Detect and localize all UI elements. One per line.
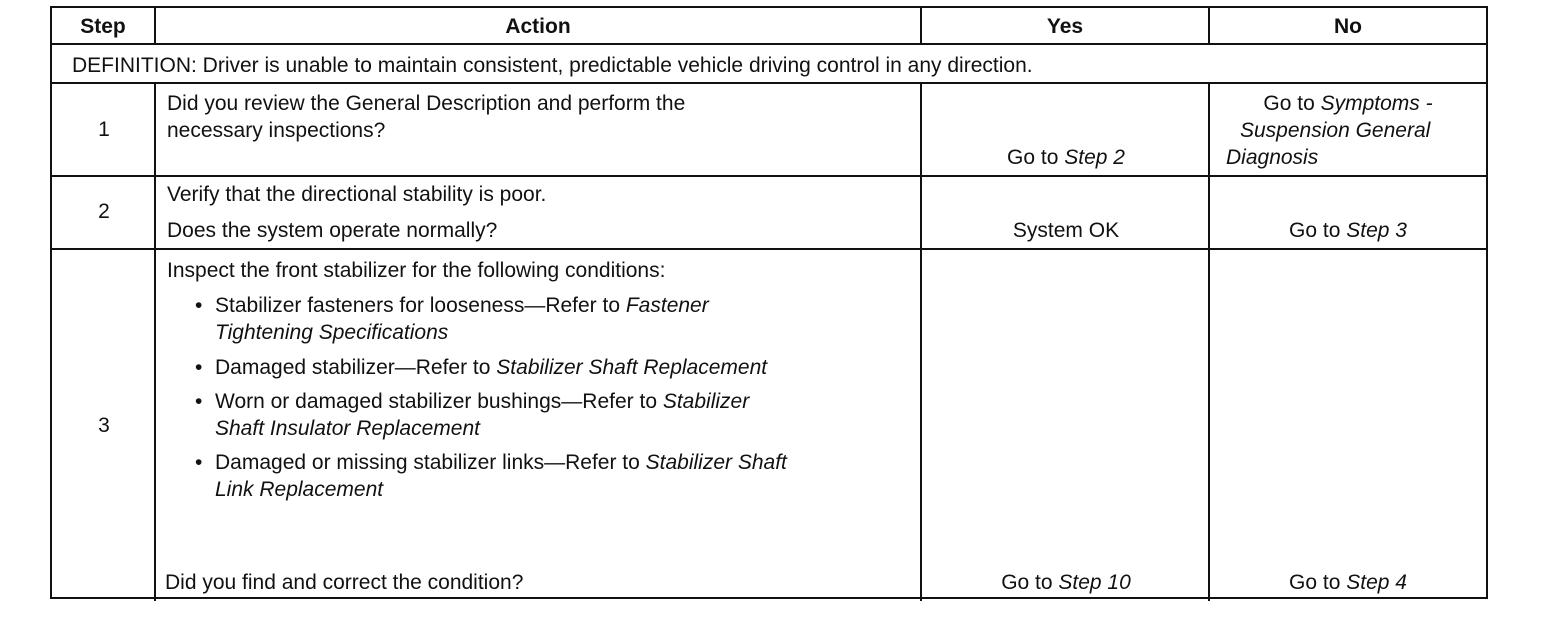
row-divider bbox=[52, 248, 1486, 250]
action-question: Does the system operate normally? bbox=[167, 219, 498, 242]
step-number: 2 bbox=[98, 200, 110, 223]
bullet-label: Stabilizer fasteners for looseness—Refer to bbox=[215, 294, 626, 317]
header-step: Step bbox=[52, 8, 156, 45]
bullet-label: Damaged or missing stabilizer links—Refer to bbox=[215, 451, 646, 474]
bullet-text bbox=[215, 292, 905, 346]
no-step-link[interactable]: Step 3 bbox=[1346, 219, 1407, 242]
yes-cell bbox=[922, 569, 1210, 596]
bullet-ref-link[interactable]: Stabilizer bbox=[662, 390, 750, 413]
bullet-ref-link[interactable]: Shaft Insulator Replacement bbox=[215, 417, 480, 440]
no-ref-link[interactable]: Symptoms - bbox=[1320, 92, 1433, 115]
no-ref-link[interactable]: Suspension General bbox=[1240, 119, 1431, 142]
bullet-ref-link[interactable]: Stabilizer Shaft bbox=[645, 451, 787, 474]
bullet-text bbox=[215, 388, 905, 442]
no-step-link[interactable]: Step 4 bbox=[1346, 571, 1407, 594]
bullet-ref-link[interactable]: Stabilizer Shaft Replacement bbox=[496, 356, 768, 379]
action-text bbox=[167, 90, 907, 144]
action-line: necessary inspections? bbox=[167, 119, 386, 142]
row-divider bbox=[52, 82, 1486, 84]
action-question: Did you find and correct the condition? bbox=[165, 571, 524, 594]
bullet-dot-icon: • bbox=[195, 451, 203, 474]
no-cell bbox=[1210, 569, 1486, 596]
row-divider bbox=[52, 175, 1486, 177]
bullet-ref-link[interactable]: Tightening Specifications bbox=[215, 321, 449, 344]
step-number: 1 bbox=[98, 118, 110, 141]
no-prefix: Go to bbox=[1263, 92, 1321, 115]
no-cell bbox=[1210, 217, 1486, 244]
row-divider bbox=[52, 43, 1486, 45]
bullet-dot-icon: • bbox=[195, 294, 203, 317]
action-text: Verify that the directional stability is poor. bbox=[167, 183, 547, 206]
action-line: Did you review the General Description and perform the bbox=[167, 92, 686, 115]
no-line bbox=[1210, 144, 1486, 171]
no-prefix: Go to bbox=[1289, 219, 1347, 242]
yes-step-link[interactable]: Step 10 bbox=[1058, 571, 1131, 594]
no-line bbox=[1210, 90, 1486, 117]
column-divider bbox=[154, 82, 156, 601]
action-intro: Inspect the front stabilizer for the following conditions: bbox=[167, 259, 666, 282]
no-ref-link[interactable]: Diagnosis bbox=[1226, 146, 1319, 169]
yes-step-link[interactable]: Step 2 bbox=[1064, 146, 1125, 169]
bullet-item bbox=[167, 449, 912, 505]
yes-cell: System OK bbox=[1012, 219, 1120, 242]
bullet-dot-icon: • bbox=[195, 356, 203, 379]
no-cell bbox=[1210, 90, 1486, 171]
header-no: No bbox=[1334, 15, 1362, 38]
yes-cell bbox=[922, 144, 1210, 171]
bullet-dot-icon: • bbox=[195, 390, 203, 413]
yes-prefix: Go to bbox=[1007, 146, 1065, 169]
bullet-ref-link[interactable]: Link Replacement bbox=[215, 478, 384, 501]
no-prefix: Go to bbox=[1289, 571, 1347, 594]
bullet-item bbox=[167, 388, 912, 444]
header-yes: Yes bbox=[922, 8, 1210, 45]
diagnostic-table bbox=[50, 6, 1488, 599]
bullet-item bbox=[167, 354, 912, 382]
bullet-label: Worn or damaged stabilizer bushings—Refer to bbox=[215, 390, 663, 413]
no-line bbox=[1210, 117, 1486, 144]
step-number: 3 bbox=[98, 414, 110, 437]
bullet-label: Damaged stabilizer—Refer to bbox=[215, 356, 497, 379]
bullet-item bbox=[167, 292, 912, 348]
definition-text: DEFINITION: Driver is unable to maintain consistent, predictable vehicle driving control in any direction. bbox=[72, 54, 1033, 77]
bullet-ref-link[interactable]: Fastener bbox=[625, 294, 709, 317]
bullet-text bbox=[215, 449, 905, 503]
header-action: Action bbox=[156, 8, 922, 45]
yes-prefix: Go to bbox=[1001, 571, 1059, 594]
bullet-text bbox=[215, 354, 905, 381]
